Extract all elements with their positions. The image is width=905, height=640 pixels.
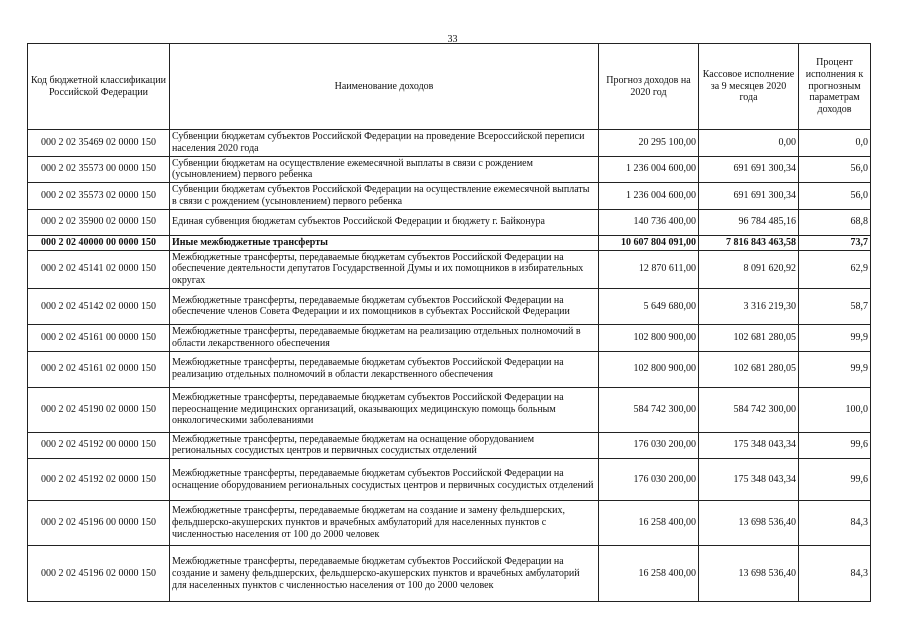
- row-forecast: 1 236 004 600,00: [599, 156, 699, 183]
- row-actual: 13 698 536,40: [699, 546, 799, 602]
- table-row: [28, 501, 871, 546]
- row-code: 000 2 02 35900 02 0000 150: [28, 209, 170, 235]
- table-row: [28, 351, 871, 387]
- table-header-row: [28, 44, 871, 130]
- row-forecast: 10 607 804 091,00: [599, 235, 699, 250]
- row-code: 000 2 02 35573 00 0000 150: [28, 156, 170, 183]
- table-row: [28, 432, 871, 459]
- header-name: Наименование доходов: [170, 44, 599, 130]
- row-actual: 691 691 300,34: [699, 156, 799, 183]
- row-percent: 99,9: [799, 351, 871, 387]
- row-actual: 0,00: [699, 130, 799, 157]
- row-name: Межбюджетные трансферты, передаваемые бюджетам субъектов Российской Федерации на обеспечение членов Совета Федерации и их помощников в субъектах Российской Федерации: [170, 288, 599, 324]
- row-percent: 56,0: [799, 183, 871, 210]
- row-forecast: 176 030 200,00: [599, 459, 699, 501]
- header-forecast: Прогноз доходов на 2020 год: [599, 44, 699, 130]
- row-actual: 8 091 620,92: [699, 250, 799, 288]
- row-name: Межбюджетные трансферты, передаваемые бюджетам на оснащение оборудованием региональных сосудистых центров и первичных сосудистых отделений: [170, 432, 599, 459]
- table-row: [28, 156, 871, 183]
- header-actual: Кассовое исполнение за 9 месяцев 2020 года: [699, 44, 799, 130]
- row-forecast: 5 649 680,00: [599, 288, 699, 324]
- row-percent: 56,0: [799, 156, 871, 183]
- row-name: Межбюджетные трансферты, передаваемые бюджетам субъектов Российской Федерации на создание и замену фельдшерских, фельдшерско-акушерских пунктов и врачебных амбулаторий для населенных пунктов с численностью населения от 100 до 2000 человек: [170, 546, 599, 602]
- row-forecast: 102 800 900,00: [599, 324, 699, 351]
- row-percent: 0,0: [799, 130, 871, 157]
- table-row: [28, 288, 871, 324]
- row-name: Межбюджетные трансферты, передаваемые бюджетам субъектов Российской Федерации на реализацию отдельных полномочий в области лекарственного обеспечения: [170, 351, 599, 387]
- row-forecast: 584 742 300,00: [599, 387, 699, 432]
- row-name: Иные межбюджетные трансферты: [170, 235, 599, 250]
- row-code: 000 2 02 45196 02 0000 150: [28, 546, 170, 602]
- row-actual: 584 742 300,00: [699, 387, 799, 432]
- row-actual: 7 816 843 463,58: [699, 235, 799, 250]
- row-forecast: 12 870 611,00: [599, 250, 699, 288]
- row-percent: 99,6: [799, 432, 871, 459]
- row-forecast: 176 030 200,00: [599, 432, 699, 459]
- row-code: 000 2 02 45142 02 0000 150: [28, 288, 170, 324]
- budget-revenue-table: [27, 43, 871, 602]
- row-forecast: 20 295 100,00: [599, 130, 699, 157]
- row-forecast: 1 236 004 600,00: [599, 183, 699, 210]
- table-row: [28, 130, 871, 157]
- table-row: [28, 546, 871, 602]
- row-actual: 13 698 536,40: [699, 501, 799, 546]
- page-number: 33: [447, 34, 458, 45]
- row-code: 000 2 02 45196 00 0000 150: [28, 501, 170, 546]
- row-name: Единая субвенция бюджетам субъектов Российской Федерации и бюджету г. Байконура: [170, 209, 599, 235]
- row-actual: 691 691 300,34: [699, 183, 799, 210]
- header-percent: Процент исполнения к прогнозным параметрам доходов: [799, 44, 871, 130]
- row-name: Субвенции бюджетам субъектов Российской Федерации на проведение Всероссийской переписи населения 2020 года: [170, 130, 599, 157]
- row-actual: 175 348 043,34: [699, 432, 799, 459]
- row-name: Субвенции бюджетам субъектов Российской Федерации на осуществление ежемесячной выплаты в связи с рождением (усыновлением) первого ребенка: [170, 183, 599, 210]
- table-row: [28, 387, 871, 432]
- table-row: [28, 250, 871, 288]
- row-code: 000 2 02 35469 02 0000 150: [28, 130, 170, 157]
- row-code: 000 2 02 45161 00 0000 150: [28, 324, 170, 351]
- row-percent: 68,8: [799, 209, 871, 235]
- row-forecast: 16 258 400,00: [599, 546, 699, 602]
- row-code: 000 2 02 45192 00 0000 150: [28, 432, 170, 459]
- table-row: [28, 183, 871, 210]
- row-code: 000 2 02 45190 02 0000 150: [28, 387, 170, 432]
- row-actual: 102 681 280,05: [699, 351, 799, 387]
- row-actual: 96 784 485,16: [699, 209, 799, 235]
- row-code: 000 2 02 35573 02 0000 150: [28, 183, 170, 210]
- row-percent: 73,7: [799, 235, 871, 250]
- table-row: [28, 209, 871, 235]
- header-code: Код бюджетной классификации Российской Федерации: [28, 44, 170, 130]
- table-row: [28, 459, 871, 501]
- table-row: [28, 324, 871, 351]
- row-actual: 3 316 219,30: [699, 288, 799, 324]
- row-forecast: 102 800 900,00: [599, 351, 699, 387]
- row-percent: 99,6: [799, 459, 871, 501]
- row-percent: 84,3: [799, 546, 871, 602]
- row-actual: 175 348 043,34: [699, 459, 799, 501]
- row-name: Межбюджетные трансферты, передаваемые бюджетам субъектов Российской Федерации на переоснащение медицинских организаций, оказывающих медицинскую помощь больным онкологическими заболеваниями: [170, 387, 599, 432]
- row-percent: 58,7: [799, 288, 871, 324]
- row-name: Межбюджетные трансферты, передаваемые бюджетам на реализацию отдельных полномочий в области лекарственного обеспечения: [170, 324, 599, 351]
- row-code: 000 2 02 45141 02 0000 150: [28, 250, 170, 288]
- row-actual: 102 681 280,05: [699, 324, 799, 351]
- row-percent: 99,9: [799, 324, 871, 351]
- row-forecast: 140 736 400,00: [599, 209, 699, 235]
- row-code: 000 2 02 45161 02 0000 150: [28, 351, 170, 387]
- row-name: Межбюджетные трансферты, передаваемые бюджетам субъектов Российской Федерации на оснащение оборудованием региональных сосудистых центров и первичных сосудистых отделений: [170, 459, 599, 501]
- row-percent: 84,3: [799, 501, 871, 546]
- row-code: 000 2 02 40000 00 0000 150: [28, 235, 170, 250]
- row-name: Субвенции бюджетам на осуществление ежемесячной выплаты в связи с рождением (усыновлением) первого ребенка: [170, 156, 599, 183]
- row-name: Межбюджетные трансферты, передаваемые бюджетам субъектов Российской Федерации на обеспечение деятельности депутатов Государственной Думы и их помощников в избирательных округах: [170, 250, 599, 288]
- row-percent: 100,0: [799, 387, 871, 432]
- table-row: [28, 235, 871, 250]
- row-percent: 62,9: [799, 250, 871, 288]
- row-forecast: 16 258 400,00: [599, 501, 699, 546]
- row-code: 000 2 02 45192 02 0000 150: [28, 459, 170, 501]
- row-name: Межбюджетные трансферты, передаваемые бюджетам на создание и замену фельдшерских, фельдшерско-акушерских пунктов и врачебных амбулаторий для населенных пунктов с численностью населения от 100 до 2000 человек: [170, 501, 599, 546]
